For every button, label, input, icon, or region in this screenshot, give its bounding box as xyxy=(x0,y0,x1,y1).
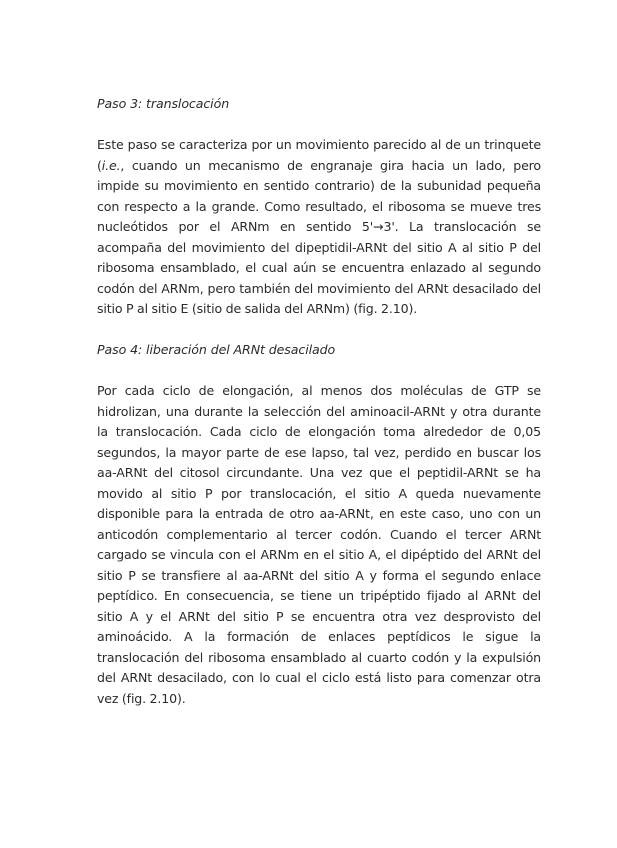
section-4-heading: Paso 4: liberación del ARNt desacilado xyxy=(97,342,336,357)
section-3-paragraph xyxy=(97,135,541,320)
section-3-text-rest: , cuando un mecanismo de engranaje gira hacia un lado, pero impide su movimiento en sentido contrario) de la subunidad pequeña con respecto a la grande. Como resultado, el ribosoma se mueve tres nucleótidos por el ARNm en sentido 5'→3'. La translocación se acompaña del movimiento del dipeptidil-ARNt del sitio A al sitio P del ribosoma ensamblado, el cual aún se encuentra enlazado al segundo codón del ARNm, pero también del movimiento del ARNt desacilado del sitio P al sitio E (sitio de salida del ARNm) (fig. 2.10). xyxy=(97,157,541,316)
section-3-ie: i.e. xyxy=(101,157,121,173)
spacer xyxy=(97,361,541,382)
spacer xyxy=(97,115,541,136)
spacer xyxy=(97,320,541,341)
section-4-paragraph: Por cada ciclo de elongación, al menos dos moléculas de GTP se hidrolizan, una durante la selección del aminoacil-ARNt y otra durante la translocación. Cada ciclo de elongación toma alrededor de 0,05 segundos, la mayor parte de ese lapso, tal vez, perdido en buscar los aa-ARNt del citosol circundante. Una vez que el peptidil-ARNt se ha movido al sitio P por translocación, el sitio A queda nuevamente disponible para la entrada de otro aa-ARNt, en este caso, uno con un anticodón complementario al tercer codón. Cuando el tercer ARNt cargado se vincula con el ARNm en el sitio A, el dipéptido del ARNt del sitio P se transfiere al aa-ARNt del sitio A y forma el segundo enlace peptídico. En consecuencia, se tiene un tripéptido fijado al ARNt del sitio A y el ARNt del sitio P se encuentra otra vez desprovisto del aminoácido. A la formación de enlaces peptídicos le sigue la translocación del ribosoma ensamblado al cuarto codón y la expulsión del ARNt desacilado, con lo cual el ciclo está listo para comenzar otra vez (fig. 2.10). xyxy=(97,383,541,706)
section-3-text-start: Este paso se caracteriza por un movimiento parecido al de un trinquete ( xyxy=(97,137,541,173)
section-3-heading: Paso 3: translocación xyxy=(97,96,230,111)
page-content xyxy=(97,94,541,709)
